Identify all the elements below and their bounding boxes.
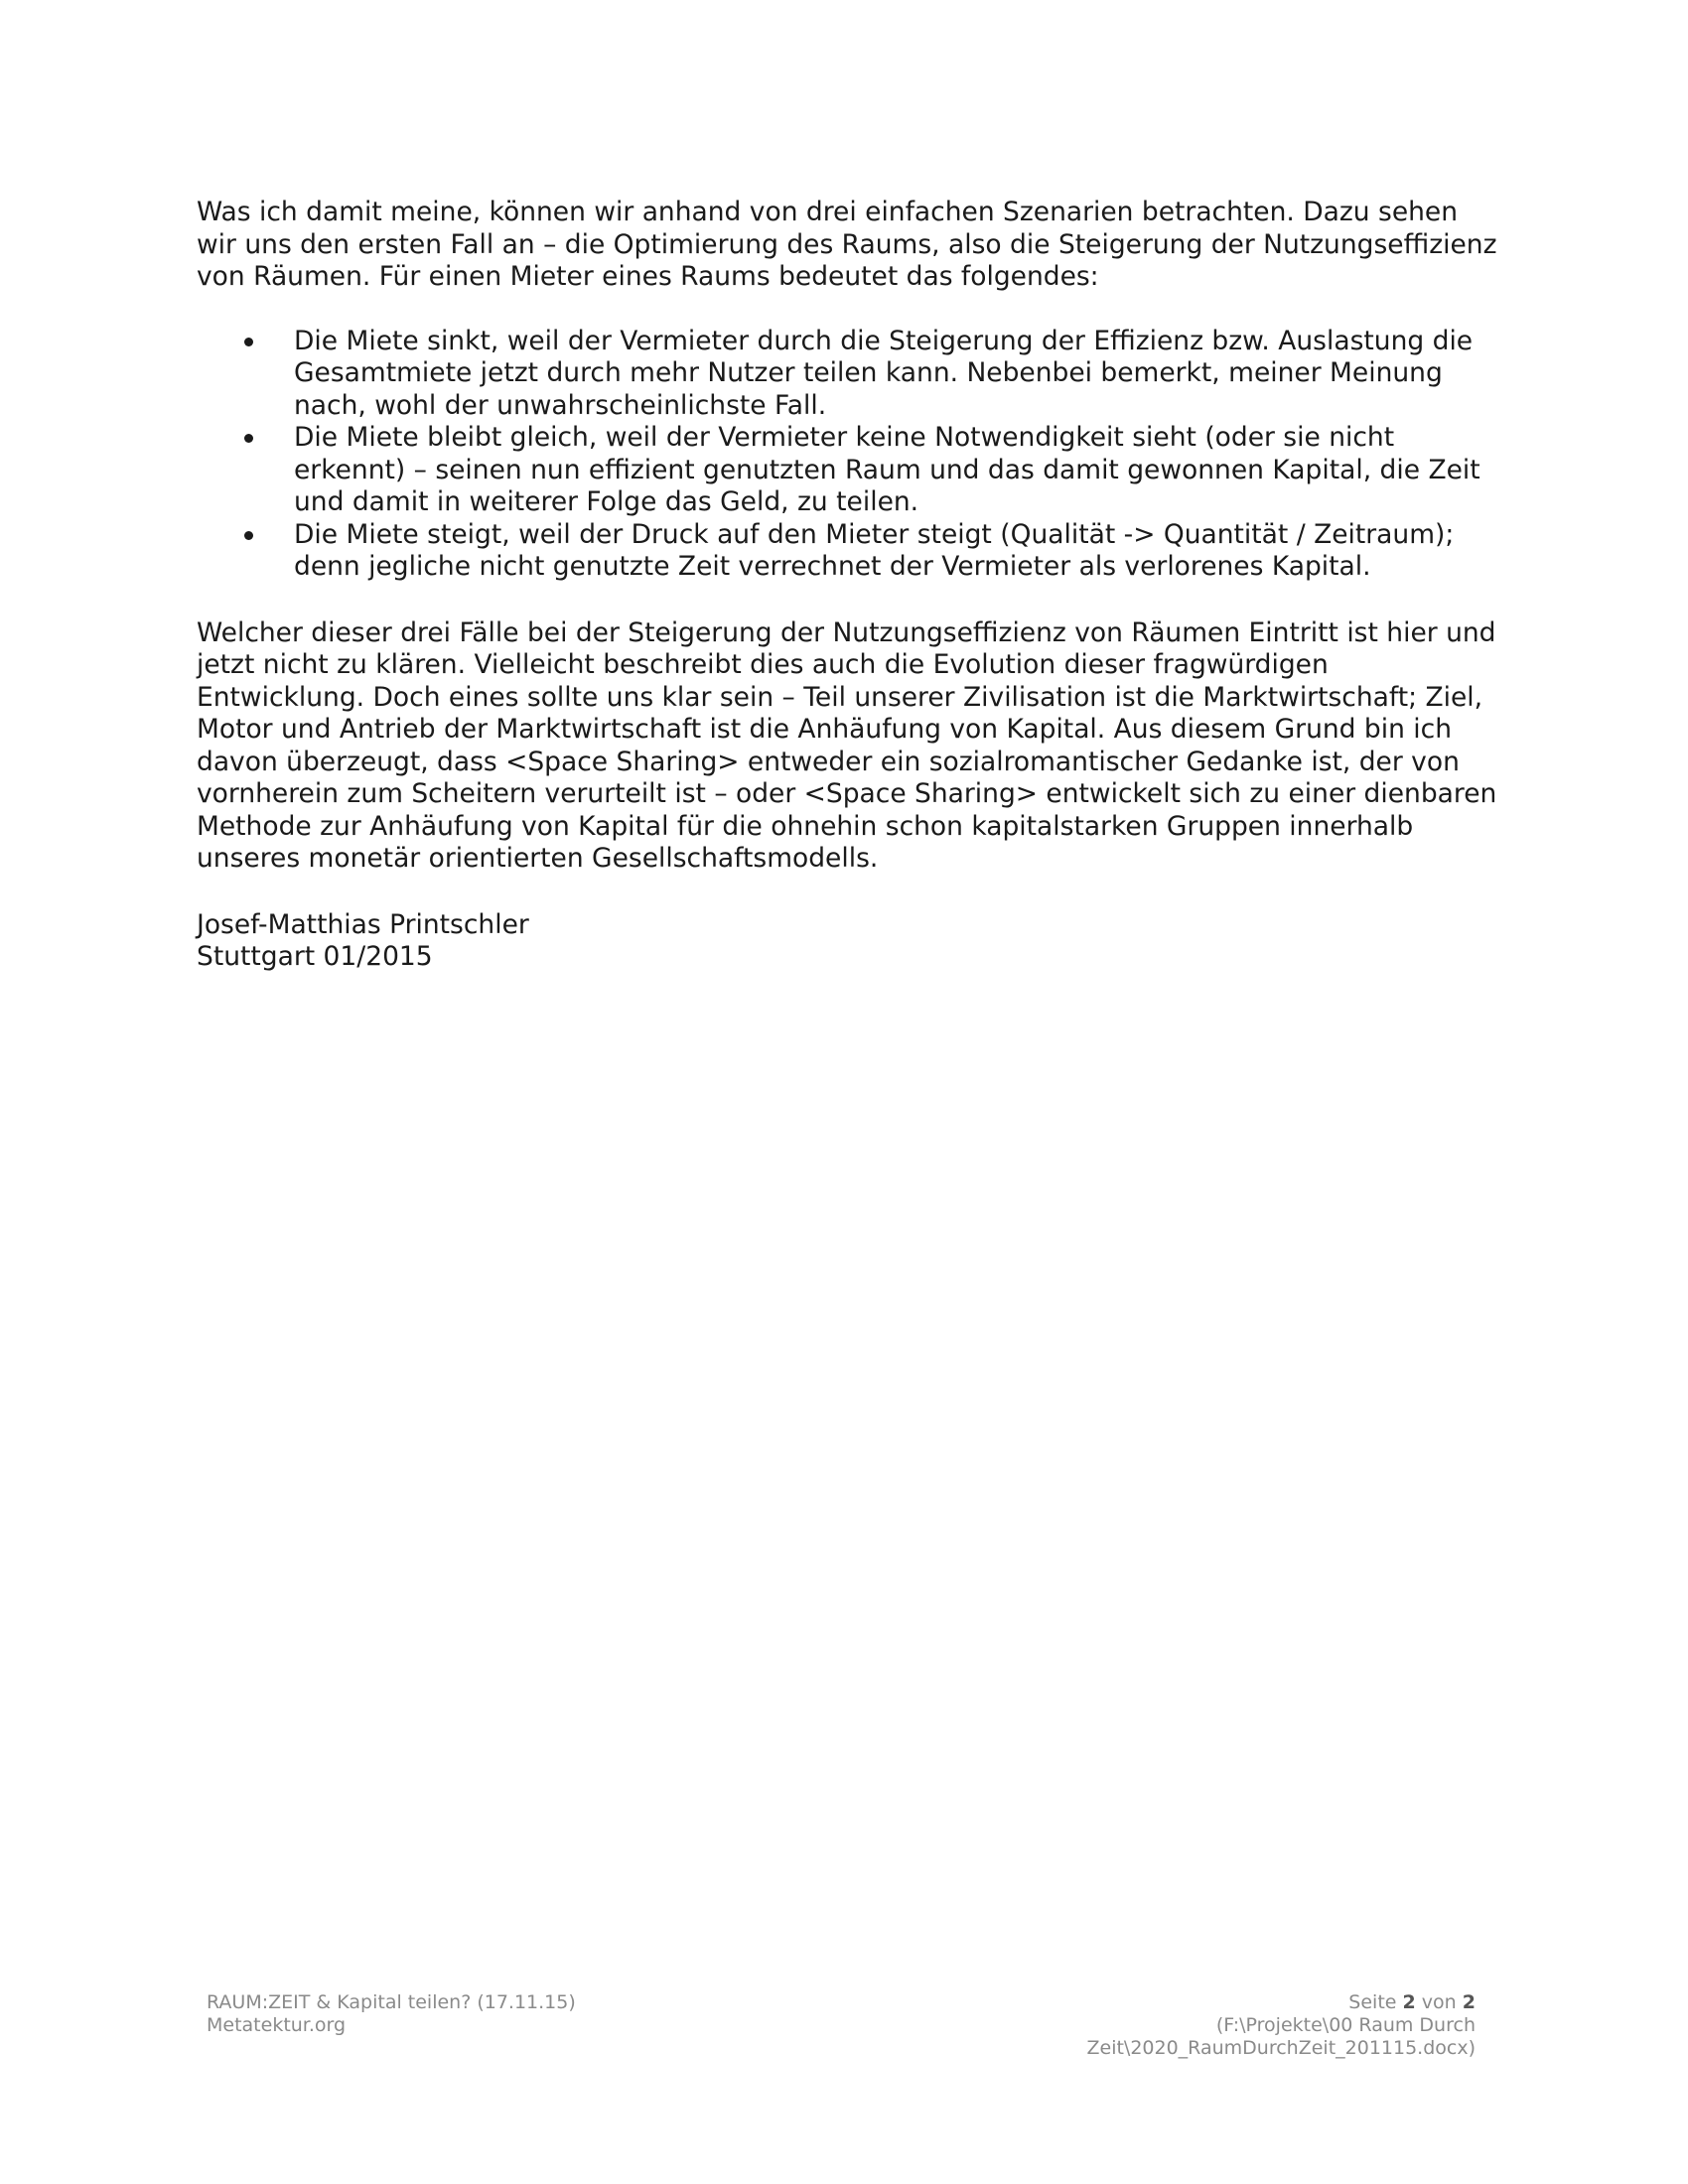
scenario-list	[197, 326, 1497, 584]
bullet-icon	[244, 434, 253, 443]
footer-document-title: RAUM:ZEIT & Kapital teilen? (17.11.15)	[207, 1991, 576, 2013]
bullet-icon	[244, 338, 253, 346]
intro-paragraph: Was ich damit meine, können wir anhand von drei einfachen Szenarien betrachten. Dazu sehen wir uns den ersten Fall an – die Optimierung des Raums, also die Steigerung der Nutzungseffizienz von Räumen. Für einen Mieter eines Raums bedeutet das folgendes:	[197, 197, 1497, 292]
list-item-text: Die Miete bleibt gleich, weil der Vermieter keine Notwendigkeit sieht (oder sie nicht erkennt) – seinen nun effizient genutzten Raum und das damit gewonnen Kapital, die Zeit und damit in weiterer Folge das Geld, zu teilen.	[294, 422, 1480, 517]
page-label: Seite	[1348, 1991, 1397, 2013]
signature-block	[197, 909, 1497, 974]
list-item-text: Die Miete sinkt, weil der Vermieter durch die Steigerung der Effizienz bzw. Auslastung die Gesamtmiete jetzt durch mehr Nutzer teilen kann. Nebenbei bemerkt, meiner Meinung nach, wohl der unwahrscheinlichste Fall.	[294, 325, 1474, 421]
page-total: 2	[1462, 1991, 1476, 2013]
closing-paragraph: Welcher dieser drei Fälle bei der Steigerung der Nutzungseffizienz von Räumen Eintritt ist hier und jetzt nicht zu klären. Vielleicht beschreibt dies auch die Evolution dieser fragwürdigen Entwicklung. Doch eines sollte uns klar sein – Teil unserer Zivilisation ist die Marktwirtschaft; Ziel, Motor und Antrieb der Marktwirtschaft ist die Anhäufung von Kapital. Aus diesem Grund bin ich davon überzeugt, dass <Space Sharing> entweder ein sozialromantischer Gedanke ist, der von vornherein zum Scheitern verurteilt ist – oder <Space Sharing> entwickelt sich zu einer dienbaren Methode zur Anhäufung von Kapital für die ohnehin schon kapitalstarken Gruppen innerhalb unseres monetär orientierten Gesellschaftsmodells.	[197, 616, 1497, 874]
page-number	[1086, 1991, 1476, 2014]
signature-name: Josef-Matthias Printschler	[197, 908, 529, 940]
footer-file-path-line1: (F:\Projekte\00 Raum Durch	[1215, 2014, 1476, 2036]
footer-website: Metatektur.org	[207, 2014, 347, 2036]
signature-place-date: Stuttgart 01/2015	[197, 941, 433, 972]
bullet-icon	[244, 531, 253, 540]
footer-left	[207, 1991, 576, 2037]
list-item	[197, 326, 1497, 423]
footer-file-path-line2: Zeit\2020_RaumDurchZeit_201115.docx)	[1086, 2037, 1476, 2059]
list-item-text: Die Miete steigt, weil der Druck auf den Mieter steigt (Qualität -> Quantität / Zeitraum); denn jegliche nicht genutzte Zeit verrechnet der Vermieter als verlorenes Kapital.	[294, 518, 1455, 582]
page-of-label: von	[1421, 1991, 1457, 2013]
page-current: 2	[1402, 1991, 1416, 2013]
document-body	[197, 197, 1497, 974]
footer-right	[1086, 1991, 1476, 2060]
list-item	[197, 519, 1497, 584]
list-item	[197, 422, 1497, 519]
